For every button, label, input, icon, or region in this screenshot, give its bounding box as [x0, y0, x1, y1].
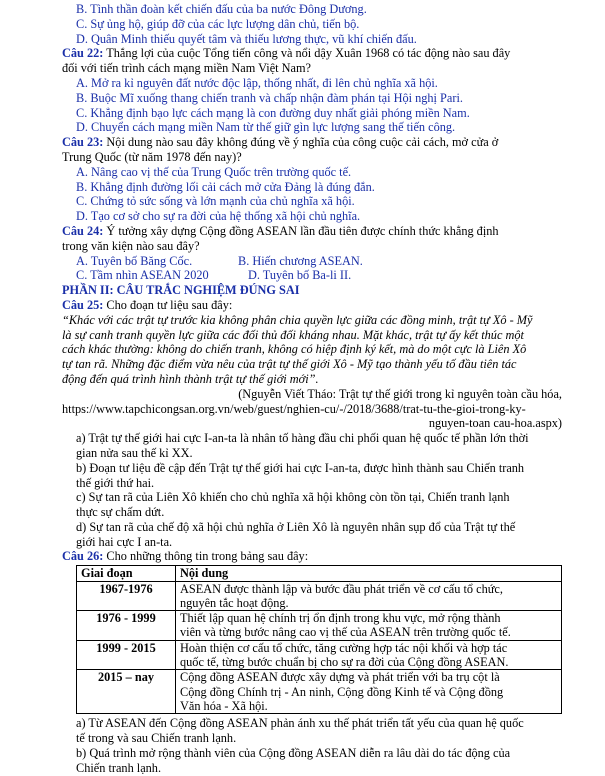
table-cell-content — [176, 640, 562, 670]
q22-option-c: C. Khẳng định bạo lực cách mạng là con đường duy nhất giải phóng miền Nam. — [76, 105, 470, 120]
q25-statement-c: c) Sự tan rã của Liên Xô khiến cho chủ nghĩa xã hội không còn tồn tại, Chiến tranh lạnh — [76, 490, 510, 505]
asean-periods-table — [76, 565, 562, 714]
q25-statement-c-cont: thực sự chấm dứt. — [76, 505, 165, 520]
table-header-row — [77, 566, 562, 581]
q24-text-2: trong văn kiện nào sau đây? — [62, 238, 200, 253]
table-row — [77, 670, 562, 714]
part-2-heading: PHẦN II: CÂU TRẮC NGHIỆM ĐÚNG SAI — [62, 283, 300, 298]
q23-text-2: Trung Quốc (từ năm 1978 đến nay)? — [62, 149, 242, 164]
table-cell-line: Cộng đồng Chính trị - An ninh, Cộng đồng Kinh tế và Cộng đồng — [180, 684, 504, 699]
q22-text-2: đối với tiến trình cách mạng miền Nam Việt Nam? — [62, 61, 312, 76]
q22-option-a: A. Mở ra kỉ nguyên đất nước độc lập, thống nhất, đi lên chủ nghĩa xã hội. — [76, 75, 438, 90]
q24-option-b: B. Hiến chương ASEAN. — [238, 253, 363, 268]
q25-statement-a-cont: gian nửa sau thế kỉ XX. — [76, 445, 193, 460]
q24-option-d: D. Tuyên bố Ba-li II. — [248, 268, 352, 283]
q21-option-b: B. Tình thần đoàn kết chiến đấu của ba nước Đông Dương. — [76, 2, 367, 16]
q23-option-b: B. Khẳng định đường lối cải cách mở cửa Đảng là đúng đắn. — [76, 179, 375, 194]
table-header-period: Giai đoạn — [77, 566, 176, 581]
table-cell-period: 1999 - 2015 — [77, 640, 176, 670]
table-cell-line: Hoàn thiện cơ cấu tổ chức, tăng cường hợp tác nội khối và hợp tác — [180, 640, 508, 655]
q22-label: Câu 22: — [62, 46, 104, 61]
table-cell-period: 1967-1976 — [77, 581, 176, 611]
table-cell-line: ASEAN được thành lập và bước đầu phát triển về cơ cấu tổ chức, — [180, 581, 503, 596]
table-row — [77, 640, 562, 670]
q22-option-b: B. Buộc Mĩ xuống thang chiến tranh và chấp nhận đàm phán tại Hội nghị Pari. — [76, 90, 463, 105]
q25-intro: Cho đoạn tư liệu sau đây: — [103, 297, 233, 312]
q24-options-row-2 — [62, 268, 562, 283]
table-cell-line: Thiết lập quan hệ chính trị ổn định trong khu vực, mở rộng thành — [180, 611, 501, 626]
q25-label: Câu 25: — [62, 297, 104, 312]
table-cell-line: nguyên tắc hoạt động. — [180, 595, 289, 610]
q25-quote-line: cách khác thường: không do chiến tranh, không có hiệp định ký kết, mà do một cực là Liên Xô — [62, 342, 527, 357]
table-cell-content — [176, 611, 562, 641]
q24-stem — [62, 224, 562, 239]
table-cell-content — [176, 670, 562, 714]
q22-stem — [62, 46, 562, 61]
q21-option-d: D. Quân Minh thiếu quyết tâm và thiếu lương thực, vũ khí chiến đấu. — [76, 31, 417, 46]
q23-stem — [62, 135, 562, 150]
q24-options-row-1 — [62, 254, 562, 269]
q23-option-c: C. Chứng tỏ sức sống và lớn mạnh của chủ nghĩa xã hội. — [76, 194, 355, 209]
q23-option-d: D. Tạo cơ sở cho sự ra đời của hệ thống xã hội chủ nghĩa. — [76, 209, 361, 224]
table-cell-line: Văn hóa - Xã hội. — [180, 698, 268, 713]
q26-statement-b-cont: Chiến tranh lạnh. — [76, 760, 162, 775]
q25-statement-a: a) Trật tự thế giới hai cực I-an-ta là nhân tố hàng đầu chi phối quan hệ quốc tế phần lớn thời — [76, 431, 529, 446]
q25-quote-line: động đến quá trình hình thành trật tự thế giới mới”. — [62, 371, 319, 386]
q24-option-a: A. Tuyên bố Băng Cốc. — [76, 253, 193, 268]
table-row — [77, 611, 562, 641]
table-cell-line: Cộng đồng ASEAN được xây dựng và phát triển với ba trụ cột là — [180, 670, 500, 685]
q25-quote-line: là sự canh tranh quyền lực giữa các đối thủ đối kháng nhau. Mặt khác, trật tự ấy kết thúc một — [62, 327, 524, 342]
q25-statement-b-cont: thế giới thứ hai. — [76, 475, 155, 490]
table-cell-line: viên và từng bước nâng cao vị thế của ASEAN trên trường quốc tế. — [180, 625, 511, 640]
q26-stem — [62, 549, 562, 564]
q23-text-1: Nội dung nào sau đây không đúng về ý nghĩa của công cuộc cải cách, mở cửa ở — [103, 135, 499, 150]
q25-source-line: nguyen-toan cau-hoa.aspx) — [428, 416, 562, 431]
q22-text-1: Thắng lợi của cuộc Tổng tiến công và nổi dậy Xuân 1968 có tác động nào sau đây — [103, 46, 511, 61]
table-header-content: Nội dung — [176, 566, 562, 581]
table-row — [77, 581, 562, 611]
q25-statement-b: b) Đoạn tư liệu đề cập đến Trật tự thế giới hai cực I-an-ta, được hình thành sau Chiến tranh — [76, 460, 525, 475]
q24-label: Câu 24: — [62, 223, 104, 238]
q25-stem — [62, 298, 562, 313]
document-page — [62, 2, 562, 775]
q25-source-url: https://www.tapchicongsan.org.vn/web/guest/nghien-cu/-/2018/3688/trat-tu-the-gioi-trong-ky- — [62, 401, 526, 416]
q26-intro: Cho những thông tin trong bảng sau đây: — [103, 549, 309, 564]
q25-quote-line: tự tan rã. Những đặc điểm vừa nêu của trật tự thế giới Xô - Mỹ tạo thành yếu tố đầu tiên tác — [62, 357, 517, 372]
q24-option-c: C. Tầm nhìn ASEAN 2020 — [76, 268, 209, 283]
q21-option-c: C. Sự ủng hộ, giúp đỡ của các lực lượng dân chủ, tiến bộ. — [76, 16, 360, 31]
q23-option-a: A. Nâng cao vị thế của Trung Quốc trên trường quốc tế. — [76, 164, 352, 179]
q25-statement-d-cont: giới hai cực I an-ta. — [76, 534, 173, 549]
q23-label: Câu 23: — [62, 135, 104, 150]
table-cell-line: quốc tế, từng bước chuẩn bị cho sự ra đời của Cộng đồng ASEAN. — [180, 655, 509, 670]
q26-label: Câu 26: — [62, 549, 104, 564]
table-cell-period: 1976 - 1999 — [77, 611, 176, 641]
q25-quote-line: “Khác với các trật tự trước kia không phân chia quyền lực giữa các đồng minh, trật tự Xô - Mỹ — [62, 312, 533, 327]
table-cell-content — [176, 581, 562, 611]
q22-option-d: D. Chuyển cách mạng miền Nam từ thế giữ gìn lực lượng sang thế tiến công. — [76, 120, 456, 135]
q24-text-1: Ý tưởng xây dựng Cộng đồng ASEAN lần đầu tiên được chính thức khẳng định — [103, 223, 499, 238]
table-cell-period: 2015 – nay — [77, 670, 176, 714]
q26-statement-b: b) Quá trình mở rộng thành viên của Cộng đồng ASEAN diễn ra lâu dài do tác động của — [76, 745, 511, 760]
q25-source-line: (Nguyễn Viết Tháo: Trật tự thế giới trong kỉ nguyên toàn cầu hóa, — [238, 386, 562, 401]
q25-statement-d: d) Sự tan rã của chế độ xã hội chủ nghĩa ở Liên Xô là nguyên nhân sụp đổ của Trật tự thế — [76, 519, 516, 534]
q26-statement-a: a) Từ ASEAN đến Cộng đồng ASEAN phản ánh xu thế phát triển tất yếu của quan hệ quốc — [76, 716, 524, 731]
q26-statement-a-cont: tế trong và sau Chiến tranh lạnh. — [76, 731, 237, 746]
